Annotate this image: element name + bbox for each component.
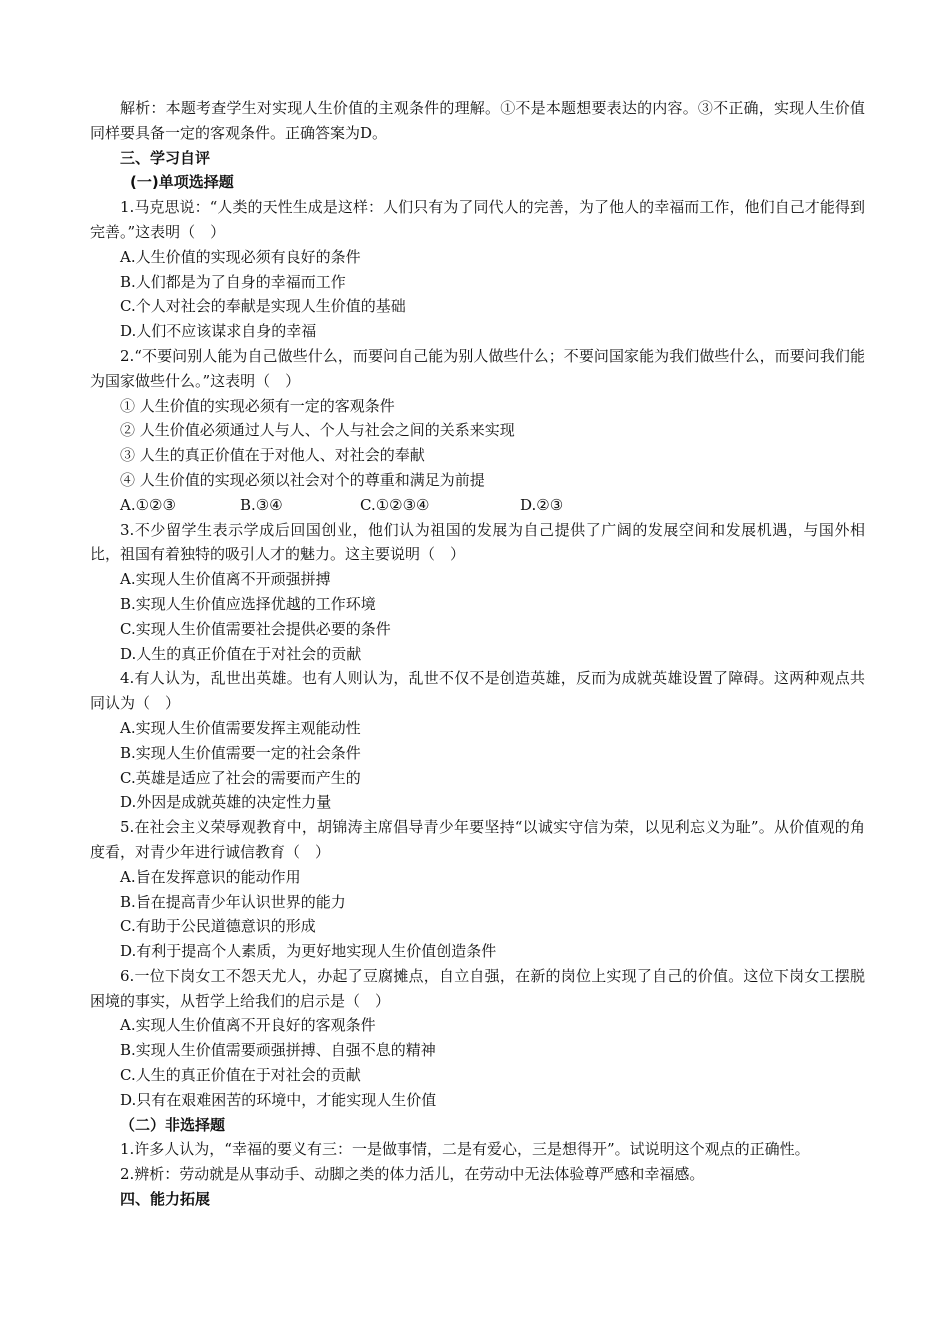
question-1-option-c: C.个人对社会的奉献是实现人生价值的基础 bbox=[120, 297, 406, 316]
question-2-statement-1: ① 人生价值的实现必须有一定的客观条件 bbox=[120, 396, 395, 415]
question-3-option-c: C.实现人生价值需要社会提供必要的条件 bbox=[120, 619, 391, 638]
question-2-option-d: D.②③ bbox=[520, 495, 564, 514]
subsection-2-heading: （二）非选择题 bbox=[120, 1115, 226, 1134]
question-5-option-d: D.有利于提高个人素质，为更好地实现人生价值创造条件 bbox=[120, 942, 497, 961]
question-2-option-a: A.①②③ bbox=[120, 495, 176, 514]
question-1-option-a: A.人生价值的实现必须有良好的条件 bbox=[120, 247, 361, 266]
question-4-stem: 4.有人认为，乱世出英雄。也有人则认为，乱世不仅不是创造英雄，反而为成就英雄设置了障碍。这两种观点共同认为（ ） bbox=[90, 669, 865, 713]
question-1-option-d: D.人们不应该谋求自身的幸福 bbox=[120, 322, 317, 341]
question-6-option-d: D.只有在艰难困苦的环境中，才能实现人生价值 bbox=[120, 1090, 437, 1109]
question-6-option-b: B.实现人生价值需要顽强拼搏、自强不息的精神 bbox=[120, 1041, 436, 1060]
question-5-option-a: A.旨在发挥意识的能动作用 bbox=[120, 867, 301, 886]
question-2-statement-2: ② 人生价值必须通过人与人、个人与社会之间的关系来实现 bbox=[120, 421, 515, 440]
section-4-heading: 四、能力拓展 bbox=[120, 1190, 211, 1209]
question-1-option-b: B.人们都是为了自身的幸福而工作 bbox=[120, 272, 346, 291]
question-4-option-b: B.实现人生价值需要一定的社会条件 bbox=[120, 743, 361, 762]
question-4-option-c: C.英雄是适应了社会的需要而产生的 bbox=[120, 768, 361, 787]
question-4-option-a: A.实现人生价值需要发挥主观能动性 bbox=[120, 718, 361, 737]
question-1-stem: 1.马克思说：“人类的天性生成是这样：人们只有为了同代人的完善，为了他人的幸福而工作，他们自己才能得到完善。”这表明（ ） bbox=[90, 198, 865, 241]
question-2-statement-4: ④ 人生价值的实现必须以社会对个的尊重和满足为前提 bbox=[120, 470, 485, 489]
question-2-option-b: B.③④ bbox=[240, 495, 283, 514]
question-3-option-a: A.实现人生价值离不开顽强拼搏 bbox=[120, 570, 331, 589]
question-2-statement-3: ③ 人生的真正价值在于对他人、对社会的奉献 bbox=[120, 446, 425, 465]
non-choice-question-2: 2.辨析：劳动就是从事动手、动脚之类的体力活儿，在劳动中无法体验尊严感和幸福感。 bbox=[120, 1165, 705, 1184]
question-6-option-a: A.实现人生价值离不开良好的客观条件 bbox=[120, 1016, 376, 1035]
question-6-stem: 6.一位下岗女工不怨天尤人，办起了豆腐摊点，自立自强，在新的岗位上实现了自己的价值。这位下岗女工摆脱困境的事实，从哲学上给我们的启示是（ ） bbox=[90, 966, 865, 1010]
section-3-heading: 三、学习自评 bbox=[120, 148, 211, 167]
document-page bbox=[90, 96, 865, 1212]
question-4-option-d: D.外因是成就英雄的决定性力量 bbox=[120, 793, 332, 812]
question-2-options-row bbox=[90, 493, 865, 518]
question-3-option-b: B.实现人生价值应选择优越的工作环境 bbox=[120, 594, 376, 613]
question-5-stem: 5.在社会主义荣辱观教育中，胡锦涛主席倡导青少年要坚持“以诚实守信为荣，以见利忘义为耻”。从价值观的角度看，对青少年进行诚信教育（ ） bbox=[90, 818, 865, 861]
analysis-paragraph: 解析：本题考查学生对实现人生价值的主观条件的理解。①不是本题想要表达的内容。③不正确，实现人生价值同样要具备一定的客观条件。正确答案为D。 bbox=[90, 99, 865, 142]
question-6-option-c: C.人生的真正价值在于对社会的贡献 bbox=[120, 1066, 361, 1085]
question-5-option-b: B.旨在提高青少年认识世界的能力 bbox=[120, 892, 346, 911]
question-3-stem: 3.不少留学生表示学成后回国创业，他们认为祖国的发展为自己提供了广阔的发展空间和发展机遇，与国外相比，祖国有着独特的吸引人才的魅力。这主要说明（ ） bbox=[90, 520, 865, 564]
subsection-1-heading: (一)单项选择题 bbox=[130, 173, 234, 192]
question-3-option-d: D.人生的真正价值在于对社会的贡献 bbox=[120, 644, 362, 663]
question-2-option-c: C.①②③④ bbox=[360, 495, 430, 514]
non-choice-question-1: 1.许多人认为，“幸福的要义有三：一是做事情，二是有爱心，三是想得开”。试说明这个观点的正确性。 bbox=[120, 1140, 810, 1159]
question-5-option-c: C.有助于公民道德意识的形成 bbox=[120, 917, 316, 936]
question-2-stem: 2.“不要问别人能为自己做些什么，而要问自己能为别人做些什么；不要问国家能为我们做些什么，而要问我们能为国家做些什么。”这表明（ ） bbox=[90, 346, 865, 390]
